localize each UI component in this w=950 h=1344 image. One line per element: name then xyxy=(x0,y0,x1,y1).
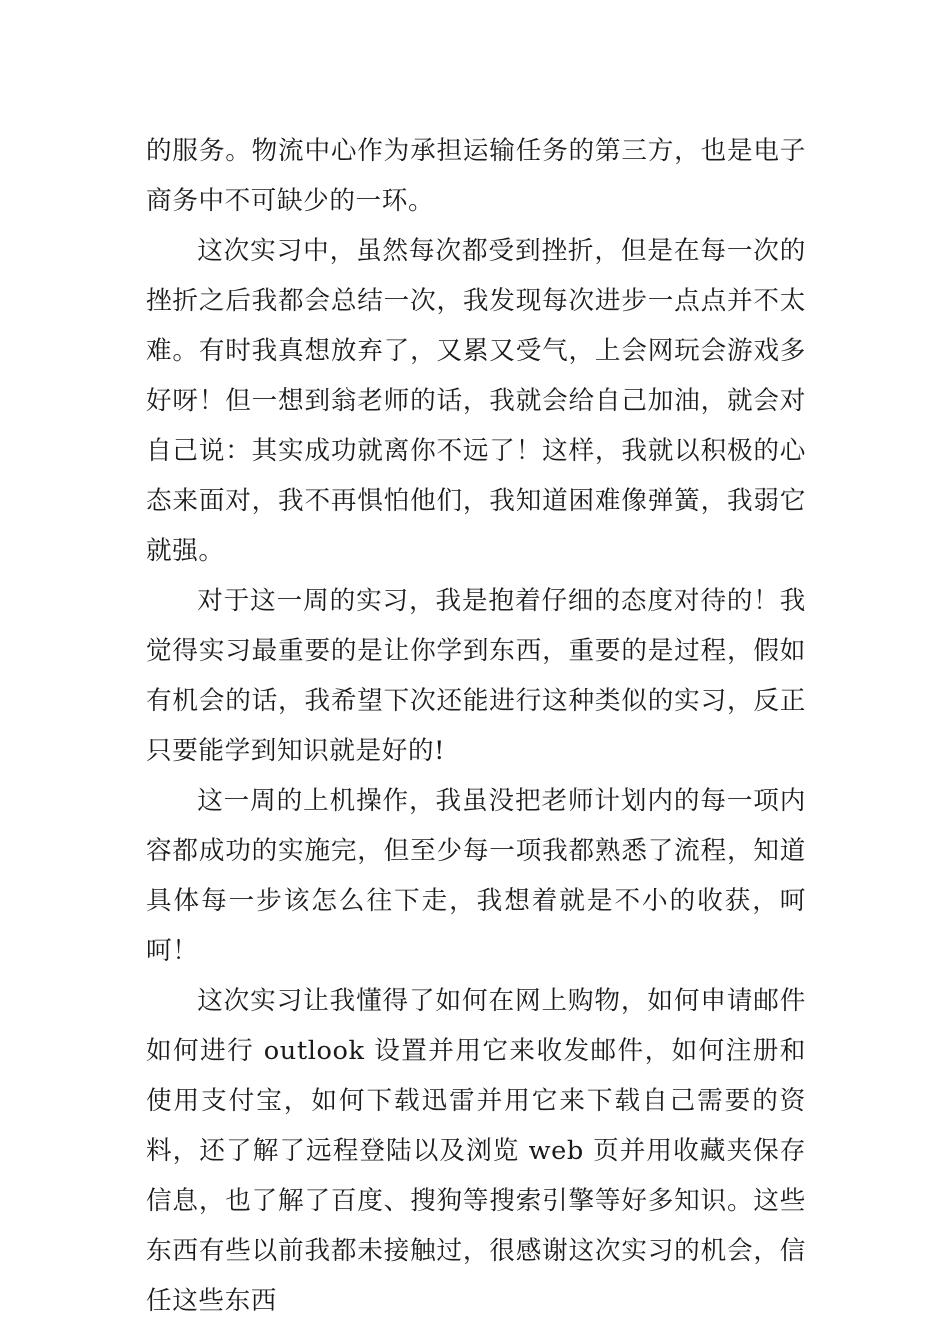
body-text xyxy=(146,126,806,1326)
paragraph-1: 的服务。物流中心作为承担运输任务的第三方，也是电子商务中不可缺少的一环。 xyxy=(146,136,806,216)
paragraph-4: 这一周的上机操作，我虽没把老师计划内的每一项内容都成功的实施完，但至少每一项我都熟悉了流程，知道具体每一步该怎么往下走，我想着就是不小的收获，呵呵！ xyxy=(146,786,806,966)
paragraph-3: 对于这一周的实习，我是抱着仔细的态度对待的！我觉得实习最重要的是让你学到东西，重要的是过程，假如有机会的话，我希望下次还能进行这种类似的实习，反正只要能学到知识就是好的! xyxy=(146,586,806,766)
paragraph-2: 这次实习中，虽然每次都受到挫折，但是在每一次的挫折之后我都会总结一次，我发现每次进步一点点并不太难。有时我真想放弃了，又累又受气，上会网玩会游戏多好呀！但一想到翁老师的话，我就会给自己加油，就会对自己说：其实成功就离你不远了！这样，我就以积极的心态来面对，我不再惧怕他们，我知道困难像弹簧，我弱它就强。 xyxy=(146,236,806,566)
paragraph-5: 这次实习让我懂得了如何在网上购物，如何申请邮件如何进行 outlook 设置并用它来收发邮件，如何注册和使用支付宝，如何下载迅雷并用它来下载自己需要的资料，还了解了远程登陆以及浏览 web 页并用收藏夹保存信息，也了解了百度、搜狗等搜索引擎等好多知识。这些东西有些以前我都未接触过，很感谢这次实习的机会，信任这些东西 xyxy=(146,986,806,1316)
